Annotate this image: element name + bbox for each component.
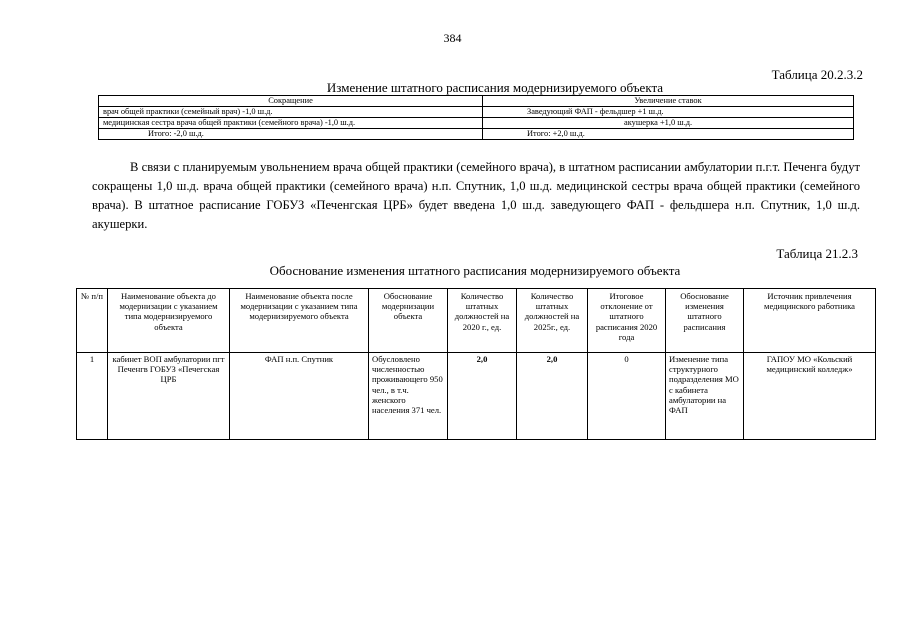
table-header-row xyxy=(99,96,854,107)
table-header-row xyxy=(77,289,876,353)
table1-title: Изменение штатного расписания модернизируемого объекта xyxy=(326,80,664,95)
table-row xyxy=(99,129,854,140)
header-cell-source: Источник привлечения медицинского работника xyxy=(744,289,876,353)
header-cell-object-after: Наименование объекта после модернизации с указанием типа модернизируемого объекта xyxy=(230,289,369,353)
table-cell: 0 xyxy=(588,353,666,440)
table-cell: ФАП н.п. Спутник xyxy=(230,353,369,440)
table-cell: Итого: +2,0 ш.д. xyxy=(483,129,854,140)
table-cell: 2,0 xyxy=(448,353,517,440)
table-row xyxy=(77,353,876,440)
header-cell-number: № п/п xyxy=(77,289,108,353)
header-cell-positions-2025: Количество штатных должностей на 2025г., ед. xyxy=(517,289,588,353)
header-cell-justification: Обоснование модернизации объекта xyxy=(369,289,448,353)
header-cell-deviation: Итоговое отклонение от штатного расписания 2020 года xyxy=(588,289,666,353)
table-cell: акушерка +1,0 ш.д. xyxy=(483,118,854,129)
justification-table xyxy=(76,288,876,440)
table-row xyxy=(99,118,854,129)
table2-title: Обоснование изменения штатного расписания модернизируемого объекта xyxy=(269,263,681,278)
table-cell: ГАПОУ МО «Кольский медицинский колледж» xyxy=(744,353,876,440)
table-cell: 2,0 xyxy=(517,353,588,440)
header-cell-object-before: Наименование объекта до модернизации с указанием типа модернизируемого объекта xyxy=(108,289,230,353)
header-cell-positions-2020: Количество штатных должностей на 2020 г., ед. xyxy=(448,289,517,353)
header-cell: Сокращение xyxy=(99,96,483,107)
header-cell: Увеличение ставок xyxy=(483,96,854,107)
page-number: 384 xyxy=(443,31,462,45)
table-cell: Обусловлено численностью проживающего 950 чел., в т.ч. женского населения 371 чел. xyxy=(369,353,448,440)
header-cell-staffing-justification: Обоснование изменения штатного расписания xyxy=(666,289,744,353)
table-cell: Итого: -2,0 ш.д. xyxy=(99,129,483,140)
table-cell: кабинет ВОП амбулатории пгт Печенгв ГОБУЗ «Печегская ЦРБ xyxy=(108,353,230,440)
table-cell: Изменение типа структурного подразделения МО с кабинета амбулатории на ФАП xyxy=(666,353,744,440)
table-row xyxy=(99,107,854,118)
table1-number: Таблица 20.2.3.2 xyxy=(771,67,863,82)
table-cell: 1 xyxy=(77,353,108,440)
table-cell: врач общей практики (семейный врач) -1,0 ш.д. xyxy=(99,107,483,118)
staffing-change-table xyxy=(98,95,854,140)
body-paragraph: В связи с планируемым увольнением врача общей практики (семейного врача), в штатном расписании амбулатории п.г.т. Печенга будут сокращены 1,0 ш.д. врача общей практики (семейного врача) н.п. Спутник, 1,0 ш.д. медицинской сестры врача общей практики (семейного врача). В штатное расписание ГОБУЗ «Печенгская ЦРБ» будет введена 1,0 ш.д. заведующего ФАП - фельдшера н.п. Спутник, 1,0 ш.д. акушерки. xyxy=(92,160,860,231)
table-cell: Заведующий ФАП - фельдшер +1 ш.д. xyxy=(483,107,854,118)
table2-number: Таблица 21.2.3 xyxy=(776,246,858,261)
table-cell: медицинская сестра врача общей практики (семейного врача) -1,0 ш.д. xyxy=(99,118,483,129)
